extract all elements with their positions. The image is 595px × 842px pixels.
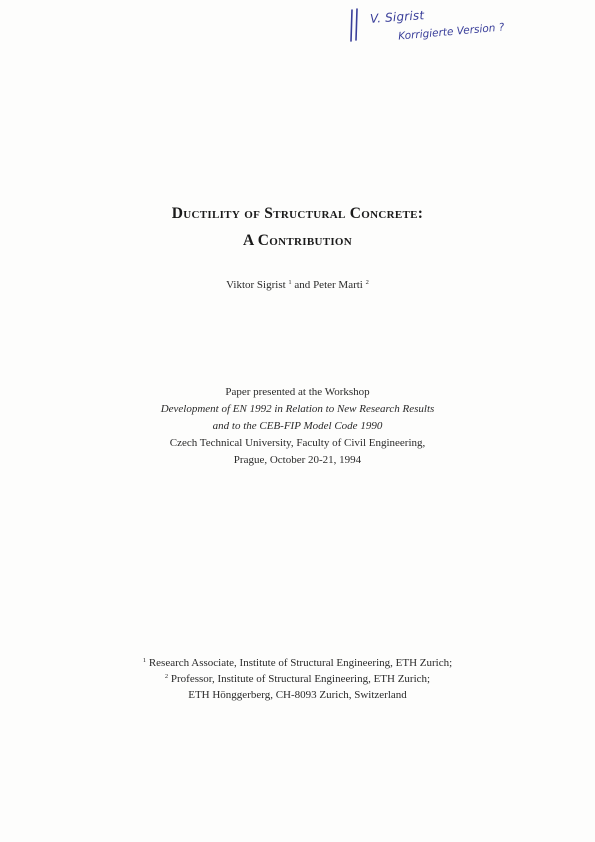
annotation-note: Korrigierte Version ? (397, 21, 505, 43)
author-2: Peter Marti (313, 279, 363, 291)
author-1-footnote-mark: 1 (288, 279, 292, 286)
title-line-2: A Contribution (242, 232, 353, 249)
author-1: Viktor Sigrist (226, 279, 286, 291)
paper-title (60, 200, 535, 254)
affiliation-2-mark: 2 (164, 673, 169, 680)
affiliation-line-3: ETH Hönggerberg, CH-8093 Zurich, Switzerland (188, 689, 407, 701)
workshop-info (60, 384, 535, 469)
workshop-line-4: Czech Technical University, Faculty of Civil Engineering, (169, 437, 426, 449)
affiliations (60, 655, 535, 703)
workshop-line-2: Development of EN 1992 in Relation to New Research Results (160, 403, 435, 415)
author-line (60, 279, 535, 291)
title-line-1: Ductility of Structural Concrete: (171, 205, 424, 222)
double-bar-mark-icon (348, 8, 364, 44)
workshop-line-1: Paper presented at the Workshop (225, 386, 370, 398)
annotation-name: V. Sigrist (369, 8, 425, 26)
workshop-line-3: and to the CEB-FIP Model Code 1990 (212, 420, 383, 432)
workshop-line-5: Prague, October 20-21, 1994 (233, 454, 362, 466)
affiliation-line-2 (60, 671, 535, 687)
affiliation-2-text: Professor, Institute of Structural Engineering, ETH Zurich; (170, 673, 431, 685)
affiliation-1-text: Research Associate, Institute of Structural Engineering, ETH Zurich; (148, 657, 453, 669)
affiliation-line-1 (60, 655, 535, 671)
author-connector: and (294, 279, 311, 291)
affiliation-1-mark: 1 (142, 657, 147, 664)
handwritten-annotation (348, 6, 508, 56)
author-2-footnote-mark: 2 (365, 279, 369, 286)
